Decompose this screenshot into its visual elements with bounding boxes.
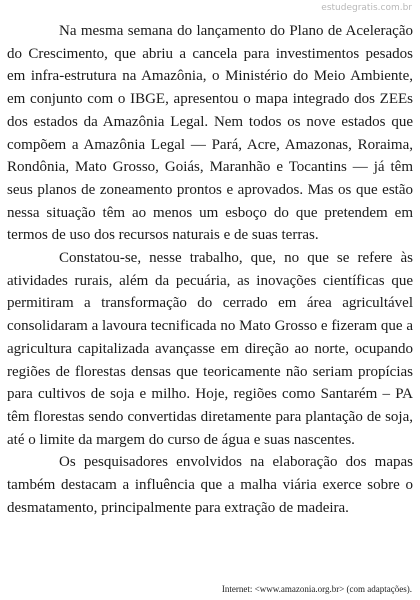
paragraph-3: Os pesquisadores envolvidos na elaboração dos mapas também destacam a influência que a malha viária exerce sobre o desmatamento, principalmente para extração de madeira. (7, 454, 413, 516)
article-text (7, 20, 413, 519)
source-citation: Internet: <www.amazonia.org.br> (com adaptações). (221, 584, 412, 594)
paragraph-2: Constatou-se, nesse trabalho, que, no que se refere às atividades rurais, além da pecuária, as inovações científicas que permitiram a transformação do cerrado em área agricultável consolidaram a lavoura tecnificada no Mato Grosso e fizeram que a agricultura capitalizada avançasse em direção ao norte, ocupando regiões de florestas densas que teoricamente não seriam propícias para cultivos de soja e milho. Hoje, regiões como Santarém – PA têm florestas sendo convertidas diretamente para plantação de soja, até o limite da margem do curso de água e suas nascentes. (7, 250, 413, 448)
paragraph-1: Na mesma semana do lançamento do Plano de Aceleração do Crescimento, que abriu a cancela para investimentos pesados em infra-estrutura na Amazônia, o Ministério do Meio Ambiente, em conjunto com o IBGE, apresentou o mapa integrado dos ZEEs dos estados da Amazônia Legal. Nem todos os nove estados que compõem a Amazônia Legal — Pará, Acre, Amazonas, Roraima, Rondônia, Mato Grosso, Goiás, Maranhão e Tocantins — já têm seus planos de zoneamento prontos e aprovados. Mas os que estão nessa situação têm ao menos um esboço do que pretendem em termos de uso dos recursos naturais e de suas terras. (7, 23, 413, 244)
watermark: estudegratis.com.br (321, 3, 412, 13)
